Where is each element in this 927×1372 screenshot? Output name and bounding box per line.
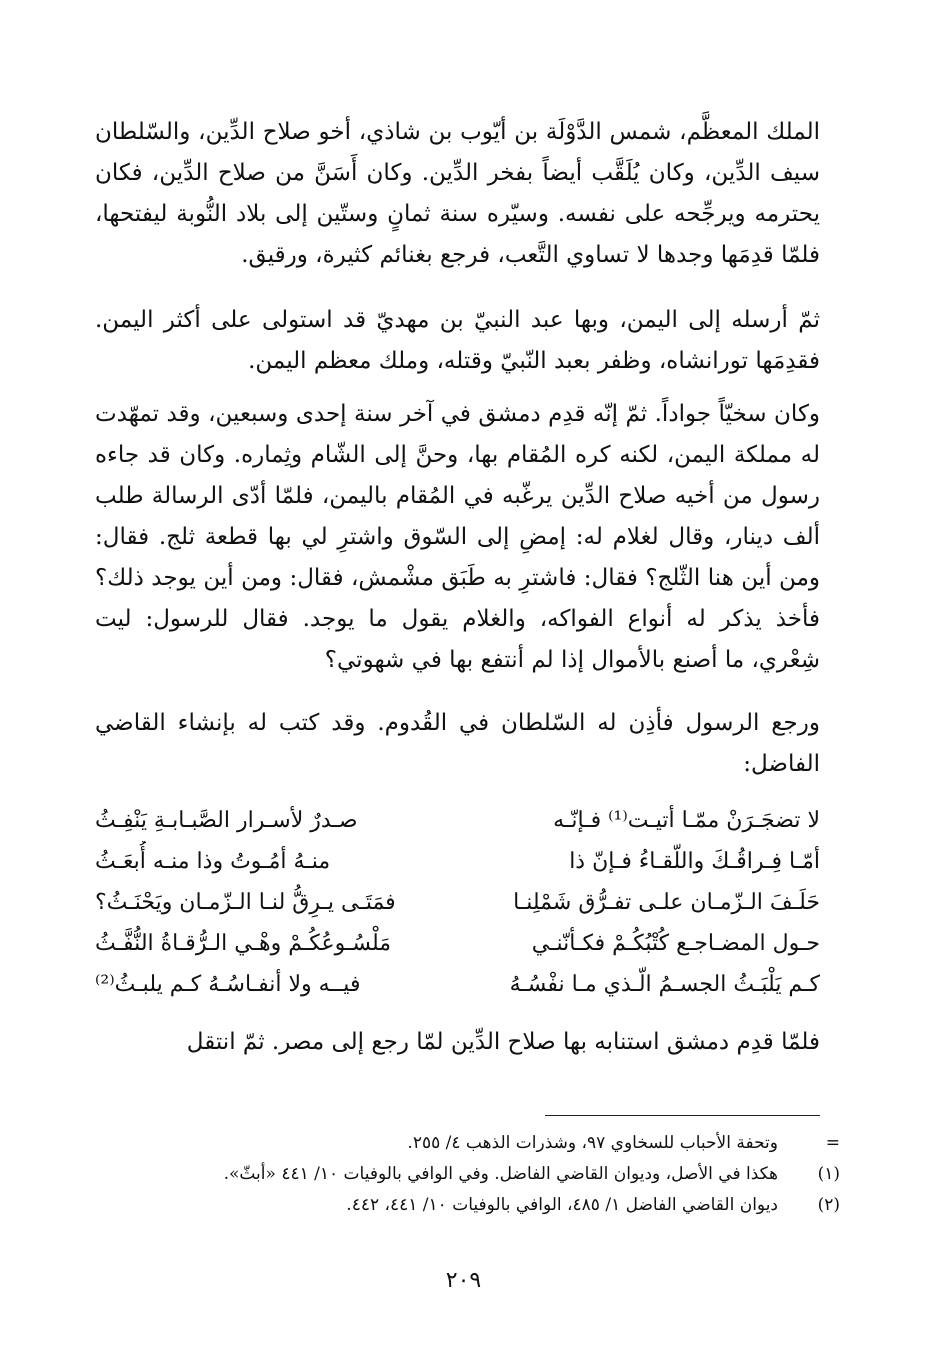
footnote-text: وتحفة الأحباب للسخاوي ٩٧، وشذرات الذهب ٤/ ٢٥٥. [407, 1133, 778, 1153]
verse-second-hemistich: صـدرٌ لأسـرار الصَّبـابـةِ يَنْفِـثُ [95, 808, 358, 833]
poem-verses [95, 800, 820, 1005]
poem-verse [95, 882, 820, 923]
verse-first-hemistich: أمّـا فِـراقُـكَ واللّقـاءُ فـإنّ ذا [569, 849, 820, 874]
poem-verse [95, 964, 820, 1005]
verse-first-hemistich: كـم يَلْبَـثُ الجسـمُ الّـذي مـا نفْسُـهُ [509, 972, 820, 997]
footnote-marker: (٢) [817, 1195, 840, 1215]
body-text-block [95, 394, 820, 681]
footnotes [95, 1128, 840, 1221]
verse-second-hemistich: مَلْسُـوعُكُـمْ وهْـي الـرُّقـاةُ النُّفَّـثُ [95, 931, 392, 956]
verse-first-hemistich: حَلَـفَ الـزّمـان علـى تفـرُّق شَمْلِنـا [513, 890, 820, 915]
footnote [95, 1190, 840, 1221]
footnote-divider [545, 1115, 820, 1116]
poem-verse [95, 841, 820, 882]
footnote-text: هكذا في الأصل، وديوان القاضي الفاضل. وفي الوافي بالوفيات ١٠/ ٤٤١ «أبثّ». [223, 1164, 778, 1184]
paragraph-5: فلمّا قدِم دمشق استنابه بها صلاح الدِّين لمّا رجع إلى مصر. ثمّ انتقل [186, 1029, 820, 1055]
verse-second-hemistich: فمَتَـى يـرِقُّ لنـا الـزّمـان ويَحْنَـثُ؟ [95, 890, 396, 915]
paragraph-2: ثمّ أرسله إلى اليمن، وبها عبد النبيّ بن مهديّ قد استولى على أكثر اليمن. فقدِمَها تورانشاه، وظفر بعبد النّبيّ وقتله، وملك معظم اليمن. [95, 307, 820, 374]
verse-second-hemistich: فيــه ولا أنفـاسُـهُ كـم يلبـثُ⁽²⁾ [95, 972, 361, 997]
body-text-block [95, 300, 820, 382]
footnote [95, 1128, 840, 1159]
poem-verse [95, 800, 820, 841]
footnote-text: ديوان القاضي الفاضل ١/ ٤٨٥، الوافي بالوفيات ١٠/ ٤٤١، ٤٤٢. [346, 1195, 778, 1215]
verse-first-hemistich: حـول المضـاجـع كُتْبُكُـمْ فكـأنّنـي [531, 931, 820, 956]
body-text-block [95, 112, 820, 276]
verse-first-hemistich: لا تضجَـرَنْ ممّـا أتيـت⁽¹⁾ فـإنّـه [553, 808, 820, 833]
verse-second-hemistich: منـهُ أمُـوتُ وذا منـه أُبعَـثُ [95, 849, 331, 874]
paragraph-1: الملك المعظَّم، شمس الدَّوْلَة بن أيّوب بن شاذي، أخو صلاح الدِّين، والسّلطان سيف الدِّين، وكان يُلَقَّب أيضاً بفخر الدِّين. وكان أَسَنَّ من صلاح الدِّين، فكان يحترمه ويرجِّحه على نفسه. وسيّره سنة ثمانٍ وستّين إلى بلاد النُّوبة ليفتحها، فلمّا قدِمَها وجدها لا تساوي التَّعب، فرجع بغنائم كثيرة، ورقيق. [95, 119, 820, 268]
footnote-marker: = [825, 1133, 840, 1153]
footnote [95, 1159, 840, 1190]
page-number: ٢٠٩ [445, 1268, 482, 1293]
poem-verse [95, 923, 820, 964]
body-text-block [95, 1022, 820, 1063]
body-text-block [95, 703, 820, 785]
footnote-marker: (١) [817, 1164, 840, 1184]
paragraph-4: ورجع الرسول فأذِن له السّلطان في القُدوم. وقد كتب له بإنشاء القاضي الفاضل: [95, 710, 820, 777]
paragraph-3: وكان سخيّاً جواداً. ثمّ إنّه قدِم دمشق في آخر سنة إحدى وسبعين، وقد تمهّدت له مملكة اليمن، لكنه كره المُقام بها، وحنَّ إلى الشّام وثِماره. وكان قد جاءه رسول من أخيه صلاح الدِّين يرغّبه في المُقام باليمن، فلمّا أدّى الرسالة طلب ألف دينار، وقال لغلام له: إمضِ إلى السّوق واشترِ لي بها قطعة ثلج. فقال: ومن أين هنا الثّلج؟ فقال: فاشترِ به طَبَق مشْمش، فقال: ومن أين يوجد ذلك؟ فأخذ يذكر له أنواع الفواكه، والغلام يقول ما يوجد. فقال للرسول: ليت شِعْري، ما أصنع بالأموال إذا لم أنتفع بها في شهوتي؟ [95, 401, 820, 673]
